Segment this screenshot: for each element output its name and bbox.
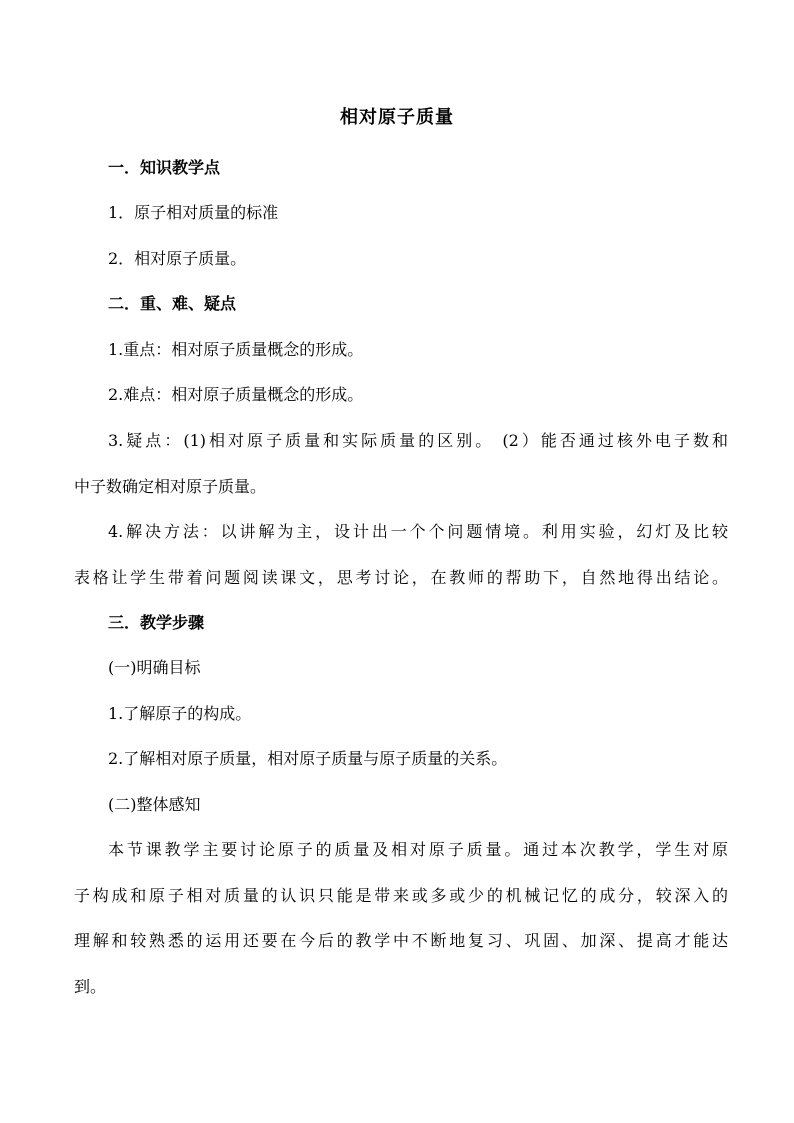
key-point-4-line-1: 4.解决方法：以讲解为主，设计出一个个问题情境。利用实验，幻灯及比较	[108, 522, 728, 541]
key-point-3-line-1: 3.疑点：(1)相对原子质量和实际质量的区别。 (2）能否通过核外电子数和	[108, 431, 728, 450]
section-heading-steps: 三．教学步骤	[108, 613, 205, 632]
knowledge-item-1: 1．原子相对质量的标准	[108, 203, 279, 222]
document-title: 相对原子质量	[340, 107, 454, 128]
step-heading-overview: (二)整体感知	[108, 795, 201, 814]
goal-1: 1.了解原子的构成。	[108, 704, 252, 723]
overview-line-2: 子构成和原子相对质量的认识只能是带来或多或少的机械记忆的成分，较深入的	[74, 886, 728, 905]
key-point-2: 2.难点：相对原子质量概念的形成。	[108, 385, 364, 404]
knowledge-item-2: 2．相对原子质量。	[108, 249, 247, 268]
key-point-4-line-2: 表格让学生带着问题阅读课文，思考讨论，在教师的帮助下，自然地得出结论。	[74, 568, 728, 587]
goal-2: 2.了解相对原子质量，相对原子质量与原子质量的关系。	[108, 749, 508, 768]
overview-line-3: 理解和较熟悉的运用还要在今后的教学中不断地复习、巩固、加深、提高才能达	[74, 931, 728, 950]
section-heading-knowledge: 一．知识教学点	[108, 158, 221, 177]
overview-line-1: 本节课教学主要讨论原子的质量及相对原子质量。通过本次教学，学生对原	[108, 840, 728, 859]
section-heading-key-points: 二．重、难、疑点	[108, 294, 237, 313]
key-point-3-line-2: 中子数确定相对原子质量。	[74, 477, 267, 496]
overview-line-4: 到。	[74, 977, 107, 996]
step-heading-goals: (一)明确目标	[108, 658, 201, 677]
key-point-1: 1.重点：相对原子质量概念的形成。	[108, 340, 364, 359]
